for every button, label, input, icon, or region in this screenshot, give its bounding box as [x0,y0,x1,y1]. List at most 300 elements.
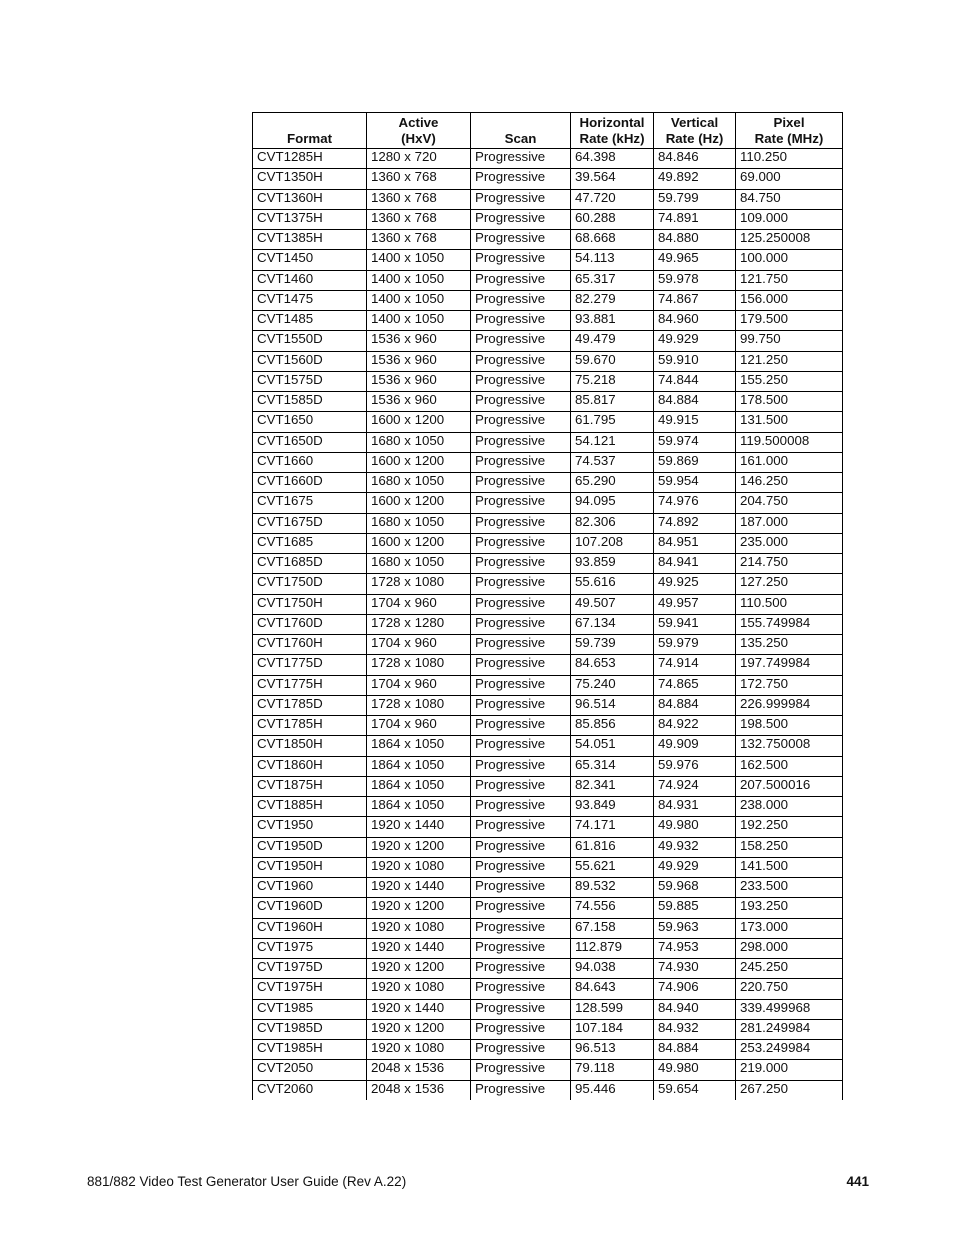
table-row [253,189,843,209]
table-row [253,1080,843,1100]
table-row [253,655,843,675]
cell-format: CVT1875H [253,776,367,796]
cell-horizontal-rate: 74.171 [571,817,654,837]
cell-horizontal-rate: 79.118 [571,1060,654,1080]
cell-vertical-rate: 59.976 [654,756,736,776]
cell-pixel-rate: 172.750 [736,675,843,695]
table-row [253,918,843,938]
cell-scan: Progressive [471,776,571,796]
table-row [253,898,843,918]
cell-scan: Progressive [471,736,571,756]
table-row [253,209,843,229]
cell-vertical-rate: 74.976 [654,493,736,513]
cell-active: 1704 x 960 [367,594,471,614]
table-row [253,776,843,796]
cell-format: CVT1960H [253,918,367,938]
cell-vertical-rate: 74.906 [654,979,736,999]
cell-horizontal-rate: 54.113 [571,250,654,270]
cell-active: 1704 x 960 [367,635,471,655]
cell-vertical-rate: 84.884 [654,392,736,412]
cell-active: 1360 x 768 [367,169,471,189]
cell-horizontal-rate: 82.306 [571,513,654,533]
cell-horizontal-rate: 59.739 [571,635,654,655]
cell-vertical-rate: 74.924 [654,776,736,796]
cell-scan: Progressive [471,918,571,938]
cell-horizontal-rate: 84.653 [571,655,654,675]
format-timing-table [252,112,843,1100]
cell-horizontal-rate: 82.341 [571,776,654,796]
cell-horizontal-rate: 55.621 [571,857,654,877]
cell-vertical-rate: 49.932 [654,837,736,857]
cell-horizontal-rate: 49.479 [571,331,654,351]
cell-pixel-rate: 187.000 [736,513,843,533]
cell-format: CVT1685 [253,533,367,553]
cell-active: 1920 x 1200 [367,959,471,979]
cell-horizontal-rate: 96.513 [571,1040,654,1060]
cell-active: 1920 x 1440 [367,878,471,898]
cell-horizontal-rate: 93.849 [571,797,654,817]
table-row [253,311,843,331]
cell-scan: Progressive [471,635,571,655]
cell-pixel-rate: 110.250 [736,149,843,169]
cell-scan: Progressive [471,979,571,999]
cell-scan: Progressive [471,695,571,715]
table-row [253,270,843,290]
cell-horizontal-rate: 94.038 [571,959,654,979]
cell-scan: Progressive [471,574,571,594]
cell-scan: Progressive [471,351,571,371]
cell-pixel-rate: 121.250 [736,351,843,371]
table-row [253,169,843,189]
cell-vertical-rate: 84.932 [654,1019,736,1039]
cell-pixel-rate: 135.250 [736,635,843,655]
cell-active: 1920 x 1200 [367,898,471,918]
table-row [253,473,843,493]
cell-pixel-rate: 141.500 [736,857,843,877]
cell-active: 1864 x 1050 [367,797,471,817]
cell-active: 1600 x 1200 [367,533,471,553]
cell-pixel-rate: 204.750 [736,493,843,513]
cell-scan: Progressive [471,837,571,857]
cell-vertical-rate: 49.925 [654,574,736,594]
table-row [253,1040,843,1060]
cell-pixel-rate: 235.000 [736,533,843,553]
cell-scan: Progressive [471,817,571,837]
cell-scan: Progressive [471,554,571,574]
cell-vertical-rate: 74.867 [654,290,736,310]
cell-format: CVT1885H [253,797,367,817]
cell-vertical-rate: 84.940 [654,999,736,1019]
cell-scan: Progressive [471,189,571,209]
cell-pixel-rate: 100.000 [736,250,843,270]
table-row [253,533,843,553]
cell-horizontal-rate: 61.795 [571,412,654,432]
header-scan: Scan [471,113,571,149]
cell-format: CVT1960 [253,878,367,898]
cell-horizontal-rate: 65.290 [571,473,654,493]
cell-horizontal-rate: 85.817 [571,392,654,412]
table-row [253,230,843,250]
header-horizontal-rate: Horizontal Rate (kHz) [571,113,654,149]
table-row [253,351,843,371]
cell-pixel-rate: 197.749984 [736,655,843,675]
cell-active: 1536 x 960 [367,351,471,371]
cell-active: 1728 x 1080 [367,695,471,715]
cell-scan: Progressive [471,1040,571,1060]
cell-horizontal-rate: 61.816 [571,837,654,857]
cell-horizontal-rate: 93.859 [571,554,654,574]
cell-horizontal-rate: 112.879 [571,938,654,958]
cell-horizontal-rate: 67.134 [571,614,654,634]
cell-pixel-rate: 267.250 [736,1080,843,1100]
cell-horizontal-rate: 128.599 [571,999,654,1019]
cell-active: 1400 x 1050 [367,311,471,331]
cell-horizontal-rate: 60.288 [571,209,654,229]
cell-scan: Progressive [471,999,571,1019]
cell-scan: Progressive [471,250,571,270]
cell-horizontal-rate: 67.158 [571,918,654,938]
footer-document-title: 881/882 Video Test Generator User Guide (Rev A.22) [87,1174,407,1189]
cell-active: 1280 x 720 [367,149,471,169]
cell-vertical-rate: 74.865 [654,675,736,695]
cell-vertical-rate: 49.980 [654,1060,736,1080]
table-row [253,412,843,432]
cell-format: CVT1285H [253,149,367,169]
cell-active: 1360 x 768 [367,209,471,229]
cell-format: CVT1985H [253,1040,367,1060]
table-row [253,392,843,412]
cell-vertical-rate: 74.914 [654,655,736,675]
cell-pixel-rate: 238.000 [736,797,843,817]
cell-horizontal-rate: 84.643 [571,979,654,999]
cell-scan: Progressive [471,169,571,189]
cell-scan: Progressive [471,311,571,331]
cell-pixel-rate: 158.250 [736,837,843,857]
table-row [253,837,843,857]
cell-vertical-rate: 49.909 [654,736,736,756]
cell-scan: Progressive [471,797,571,817]
table-row [253,290,843,310]
table-row [253,999,843,1019]
cell-scan: Progressive [471,675,571,695]
cell-format: CVT1950H [253,857,367,877]
cell-pixel-rate: 192.250 [736,817,843,837]
cell-format: CVT1685D [253,554,367,574]
cell-active: 1536 x 960 [367,371,471,391]
cell-horizontal-rate: 74.556 [571,898,654,918]
cell-horizontal-rate: 82.279 [571,290,654,310]
cell-vertical-rate: 49.915 [654,412,736,432]
cell-pixel-rate: 146.250 [736,473,843,493]
cell-vertical-rate: 84.960 [654,311,736,331]
cell-horizontal-rate: 65.314 [571,756,654,776]
cell-pixel-rate: 193.250 [736,898,843,918]
cell-active: 1728 x 1280 [367,614,471,634]
cell-vertical-rate: 59.954 [654,473,736,493]
cell-horizontal-rate: 54.121 [571,432,654,452]
table-row [253,959,843,979]
cell-horizontal-rate: 85.856 [571,716,654,736]
cell-vertical-rate: 84.951 [654,533,736,553]
cell-horizontal-rate: 39.564 [571,169,654,189]
cell-pixel-rate: 155.250 [736,371,843,391]
cell-horizontal-rate: 65.317 [571,270,654,290]
cell-scan: Progressive [471,857,571,877]
cell-format: CVT1660 [253,452,367,472]
cell-scan: Progressive [471,533,571,553]
cell-active: 1400 x 1050 [367,250,471,270]
cell-vertical-rate: 59.974 [654,432,736,452]
cell-horizontal-rate: 93.881 [571,311,654,331]
cell-pixel-rate: 339.499968 [736,999,843,1019]
cell-pixel-rate: 162.500 [736,756,843,776]
cell-active: 1920 x 1200 [367,837,471,857]
cell-format: CVT1975H [253,979,367,999]
cell-format: CVT1660D [253,473,367,493]
cell-pixel-rate: 121.750 [736,270,843,290]
table-row [253,149,843,169]
cell-format: CVT1475 [253,290,367,310]
cell-pixel-rate: 207.500016 [736,776,843,796]
cell-format: CVT1985 [253,999,367,1019]
cell-horizontal-rate: 75.240 [571,675,654,695]
table-header-row [253,113,843,149]
cell-vertical-rate: 49.929 [654,857,736,877]
cell-pixel-rate: 99.750 [736,331,843,351]
cell-scan: Progressive [471,270,571,290]
cell-pixel-rate: 245.250 [736,959,843,979]
cell-vertical-rate: 49.980 [654,817,736,837]
cell-format: CVT1385H [253,230,367,250]
cell-format: CVT1860H [253,756,367,776]
table-row [253,250,843,270]
cell-active: 1680 x 1050 [367,473,471,493]
cell-vertical-rate: 59.978 [654,270,736,290]
cell-active: 1728 x 1080 [367,655,471,675]
cell-pixel-rate: 109.000 [736,209,843,229]
table-row [253,817,843,837]
cell-format: CVT1750H [253,594,367,614]
header-format: Format [253,113,367,149]
cell-active: 1400 x 1050 [367,290,471,310]
table-body [253,149,843,1100]
table-row [253,331,843,351]
cell-pixel-rate: 173.000 [736,918,843,938]
cell-format: CVT1950D [253,837,367,857]
cell-format: CVT1375H [253,209,367,229]
cell-format: CVT2050 [253,1060,367,1080]
cell-format: CVT1550D [253,331,367,351]
cell-format: CVT1985D [253,1019,367,1039]
header-vertical-rate: Vertical Rate (Hz) [654,113,736,149]
cell-scan: Progressive [471,878,571,898]
table-row [253,513,843,533]
cell-active: 1920 x 1200 [367,1019,471,1039]
cell-active: 1680 x 1050 [367,432,471,452]
cell-scan: Progressive [471,655,571,675]
cell-scan: Progressive [471,392,571,412]
cell-pixel-rate: 281.249984 [736,1019,843,1039]
cell-vertical-rate: 59.979 [654,635,736,655]
header-pixel-rate: Pixel Rate (MHz) [736,113,843,149]
cell-format: CVT1760D [253,614,367,634]
table-row [253,635,843,655]
table-row [253,675,843,695]
cell-pixel-rate: 110.500 [736,594,843,614]
cell-active: 1704 x 960 [367,675,471,695]
cell-scan: Progressive [471,614,571,634]
cell-pixel-rate: 125.250008 [736,230,843,250]
cell-pixel-rate: 161.000 [736,452,843,472]
cell-format: CVT1750D [253,574,367,594]
cell-scan: Progressive [471,149,571,169]
cell-vertical-rate: 59.885 [654,898,736,918]
cell-pixel-rate: 119.500008 [736,432,843,452]
cell-vertical-rate: 84.922 [654,716,736,736]
cell-pixel-rate: 214.750 [736,554,843,574]
cell-active: 1600 x 1200 [367,493,471,513]
cell-active: 2048 x 1536 [367,1080,471,1100]
cell-pixel-rate: 226.999984 [736,695,843,715]
cell-scan: Progressive [471,1019,571,1039]
cell-horizontal-rate: 47.720 [571,189,654,209]
table-row [253,554,843,574]
cell-active: 1920 x 1080 [367,979,471,999]
cell-vertical-rate: 49.957 [654,594,736,614]
cell-horizontal-rate: 107.184 [571,1019,654,1039]
cell-active: 1864 x 1050 [367,756,471,776]
table-row [253,614,843,634]
cell-active: 1920 x 1080 [367,1040,471,1060]
table-row [253,979,843,999]
cell-active: 1920 x 1440 [367,817,471,837]
cell-active: 1600 x 1200 [367,452,471,472]
cell-scan: Progressive [471,371,571,391]
cell-vertical-rate: 84.884 [654,695,736,715]
cell-vertical-rate: 74.844 [654,371,736,391]
cell-pixel-rate: 155.749984 [736,614,843,634]
cell-pixel-rate: 179.500 [736,311,843,331]
table-row [253,452,843,472]
cell-vertical-rate: 84.941 [654,554,736,574]
cell-active: 1920 x 1440 [367,938,471,958]
cell-format: CVT1785H [253,716,367,736]
cell-format: CVT1460 [253,270,367,290]
header-active: Active (HxV) [367,113,471,149]
cell-scan: Progressive [471,756,571,776]
cell-pixel-rate: 233.500 [736,878,843,898]
cell-active: 1920 x 1440 [367,999,471,1019]
cell-vertical-rate: 59.968 [654,878,736,898]
cell-pixel-rate: 198.500 [736,716,843,736]
cell-format: CVT1675D [253,513,367,533]
table-row [253,756,843,776]
cell-pixel-rate: 69.000 [736,169,843,189]
cell-active: 1704 x 960 [367,716,471,736]
cell-active: 1920 x 1080 [367,857,471,877]
cell-format: CVT1675 [253,493,367,513]
cell-horizontal-rate: 74.537 [571,452,654,472]
cell-active: 1864 x 1050 [367,736,471,756]
cell-active: 1360 x 768 [367,230,471,250]
cell-format: CVT1775H [253,675,367,695]
cell-vertical-rate: 59.941 [654,614,736,634]
cell-active: 1536 x 960 [367,331,471,351]
cell-scan: Progressive [471,452,571,472]
cell-vertical-rate: 74.892 [654,513,736,533]
table-row [253,938,843,958]
table-row [253,857,843,877]
table-row [253,493,843,513]
cell-horizontal-rate: 54.051 [571,736,654,756]
cell-pixel-rate: 178.500 [736,392,843,412]
cell-format: CVT1450 [253,250,367,270]
cell-format: CVT1975 [253,938,367,958]
table-row [253,1019,843,1039]
cell-format: CVT1650 [253,412,367,432]
cell-scan: Progressive [471,1060,571,1080]
cell-pixel-rate: 84.750 [736,189,843,209]
cell-active: 1600 x 1200 [367,412,471,432]
cell-scan: Progressive [471,432,571,452]
cell-format: CVT1975D [253,959,367,979]
cell-scan: Progressive [471,290,571,310]
cell-format: CVT1785D [253,695,367,715]
cell-vertical-rate: 49.929 [654,331,736,351]
cell-vertical-rate: 74.953 [654,938,736,958]
table-row [253,716,843,736]
cell-format: CVT1360H [253,189,367,209]
cell-active: 1680 x 1050 [367,513,471,533]
cell-format: CVT1585D [253,392,367,412]
cell-active: 1360 x 768 [367,189,471,209]
cell-scan: Progressive [471,331,571,351]
cell-vertical-rate: 49.965 [654,250,736,270]
cell-format: CVT2060 [253,1080,367,1100]
table-row [253,797,843,817]
cell-pixel-rate: 219.000 [736,1060,843,1080]
table-row [253,432,843,452]
cell-pixel-rate: 298.000 [736,938,843,958]
cell-horizontal-rate: 55.616 [571,574,654,594]
table-row [253,371,843,391]
table-row [253,736,843,756]
cell-vertical-rate: 84.846 [654,149,736,169]
table-row [253,574,843,594]
cell-scan: Progressive [471,209,571,229]
cell-format: CVT1575D [253,371,367,391]
cell-scan: Progressive [471,230,571,250]
cell-scan: Progressive [471,473,571,493]
cell-active: 1728 x 1080 [367,574,471,594]
cell-scan: Progressive [471,938,571,958]
table-row [253,594,843,614]
cell-horizontal-rate: 75.218 [571,371,654,391]
cell-pixel-rate: 132.750008 [736,736,843,756]
cell-horizontal-rate: 68.668 [571,230,654,250]
cell-scan: Progressive [471,412,571,432]
cell-pixel-rate: 127.250 [736,574,843,594]
cell-horizontal-rate: 107.208 [571,533,654,553]
cell-pixel-rate: 220.750 [736,979,843,999]
cell-vertical-rate: 59.799 [654,189,736,209]
cell-horizontal-rate: 64.398 [571,149,654,169]
cell-horizontal-rate: 96.514 [571,695,654,715]
cell-vertical-rate: 59.869 [654,452,736,472]
cell-horizontal-rate: 59.670 [571,351,654,371]
cell-vertical-rate: 59.963 [654,918,736,938]
cell-scan: Progressive [471,959,571,979]
